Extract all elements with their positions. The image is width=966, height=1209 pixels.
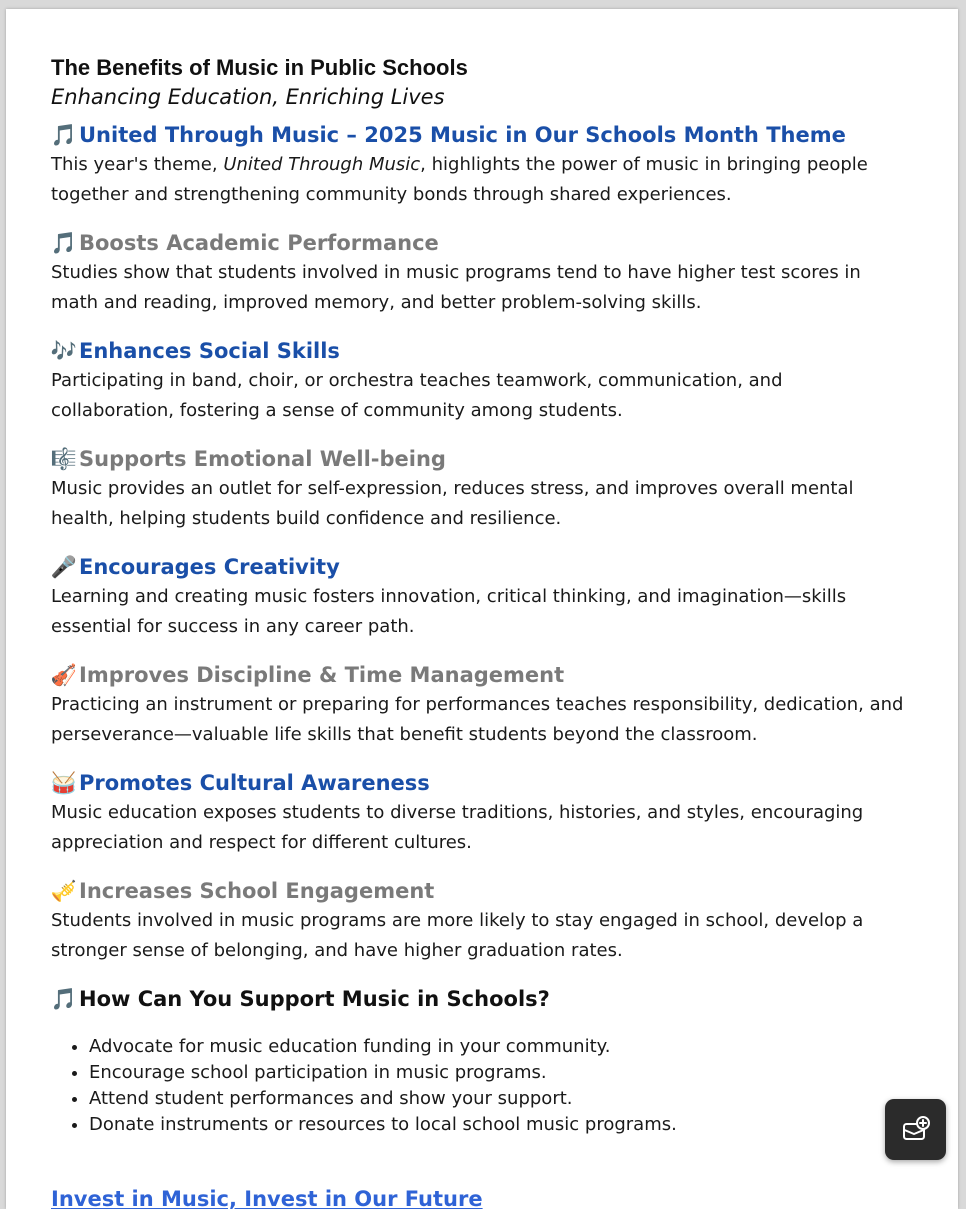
section-heading	[51, 444, 911, 474]
list-item: • Encourage school participation in music programs.	[89, 1060, 911, 1086]
musical-notes-icon: 🎵	[50, 231, 78, 255]
section-support	[51, 984, 911, 1138]
section-body-text: , highlights the power of music in bringing people together and strengthening community bonds through shared experiences.	[51, 154, 868, 205]
section-emotional-well-being	[51, 444, 911, 533]
section-body: Participating in band, choir, or orchestra teaches teamwork, communication, and collaboration, fostering a sense of community among students.	[51, 370, 783, 421]
musical-notes-icon: 🎵	[50, 987, 78, 1011]
musical-score-icon: 🎼	[50, 447, 78, 471]
drum-icon: 🥁	[50, 771, 78, 795]
section-creativity	[51, 552, 911, 641]
section-heading-text: United Through Music – 2025 Music in Our Schools Month Theme	[79, 123, 846, 147]
support-list	[51, 1034, 911, 1138]
page-subtitle: Enhancing Education, Enriching Lives	[51, 85, 445, 109]
list-item: • Advocate for music education funding in your community.	[89, 1034, 911, 1060]
mail-add-icon	[901, 1115, 931, 1145]
microphone-icon: 🎤	[50, 555, 78, 579]
section-heading-link[interactable]	[51, 120, 911, 150]
section-heading-text: Improves Discipline & Time Management	[79, 663, 565, 687]
section-heading	[51, 228, 911, 258]
section-body: Music provides an outlet for self-expression, reduces stress, and improves overall mental health, helping students build confidence and resilience.	[51, 478, 854, 529]
musical-notes-icon: 🎵	[50, 123, 78, 147]
section-united-through-music	[51, 120, 911, 209]
section-body: Music education exposes students to diverse traditions, histories, and styles, encouraging appreciation and respect for different cultures.	[51, 802, 864, 853]
section-heading	[51, 660, 911, 690]
section-heading-text: Boosts Academic Performance	[79, 231, 439, 255]
section-heading-text: Supports Emotional Well-being	[79, 447, 446, 471]
section-school-engagement	[51, 876, 911, 965]
invest-link[interactable]: Invest in Music, Invest in Our Future	[51, 1187, 483, 1209]
trumpet-icon: 🎺	[50, 879, 78, 903]
section-heading-link[interactable]	[51, 552, 911, 582]
section-discipline	[51, 660, 911, 749]
section-body: Students involved in music programs are more likely to stay engaged in school, develop a stronger sense of belonging, and have higher graduation rates.	[51, 910, 864, 961]
page-title: The Benefits of Music in Public Schools	[51, 55, 468, 80]
section-body-emphasis: United Through Music	[223, 154, 421, 175]
list-item: • Attend student performances and show your support.	[89, 1086, 911, 1112]
section-heading-text: Encourages Creativity	[79, 555, 340, 579]
section-cultural-awareness	[51, 768, 911, 857]
section-body	[51, 150, 911, 209]
section-body: Learning and creating music fosters innovation, critical thinking, and imagination—skills essential for success in any career path.	[51, 586, 847, 637]
section-social-skills	[51, 336, 911, 425]
sixteenth-notes-icon: 🎶	[50, 339, 78, 363]
section-heading-link[interactable]	[51, 768, 911, 798]
support-heading	[51, 984, 911, 1014]
document-content	[51, 54, 911, 1157]
violin-icon: 🎻	[50, 663, 78, 687]
section-body: Practicing an instrument or preparing for performances teaches responsibility, dedication, and perseverance—valuable life skills that benefit students beyond the classroom.	[51, 694, 904, 745]
section-academic-performance	[51, 228, 911, 317]
section-heading-link[interactable]	[51, 336, 911, 366]
section-heading-text: Enhances Social Skills	[79, 339, 340, 363]
document-page	[6, 9, 958, 1209]
compose-message-button[interactable]	[885, 1099, 946, 1160]
section-heading-text: Increases School Engagement	[79, 879, 435, 903]
section-body: Studies show that students involved in music programs tend to have higher test scores in math and reading, improved memory, and better problem-solving skills.	[51, 262, 861, 313]
section-heading	[51, 876, 911, 906]
support-heading-text: How Can You Support Music in Schools?	[79, 987, 550, 1011]
list-item: • Donate instruments or resources to local school music programs.	[89, 1112, 911, 1138]
section-heading-text: Promotes Cultural Awareness	[79, 771, 430, 795]
section-body-text: This year's theme,	[51, 154, 224, 175]
